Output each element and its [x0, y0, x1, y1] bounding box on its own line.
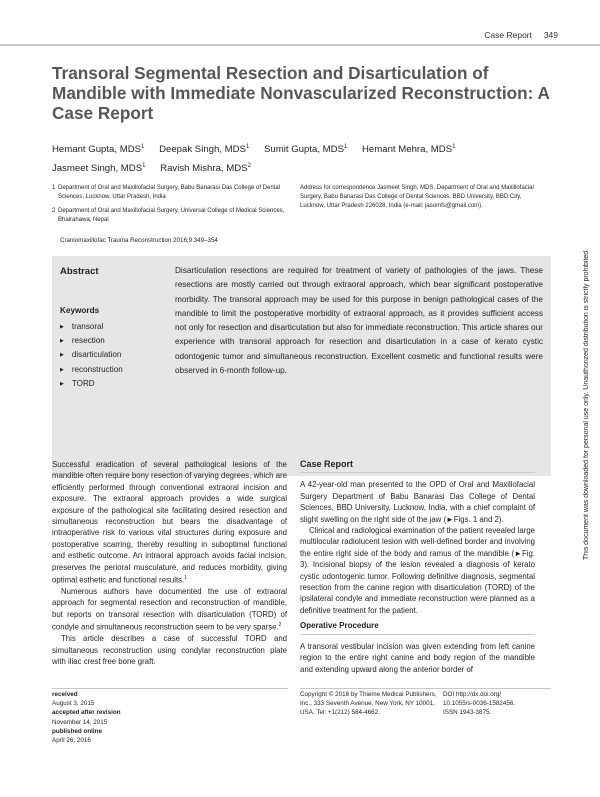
keywords-list [60, 320, 123, 391]
author: Hemant Gupta, MDS$^1$ [52, 144, 145, 156]
author: Deepak Singh, MDS$^1$ [159, 144, 250, 156]
keyword: ▶ reconstruction [60, 363, 123, 377]
section-rule [300, 634, 535, 635]
doi-link[interactable]: DOI http://dx.doi.org/ [443, 691, 502, 698]
abstract-text: Disarticulation resections are required for treatment of variety of pathologies of the jaws. These resections are mostly carried out through extraoral approach, which bear significant postoperative morbidity. The transoral approach may be used for this purpose in benign pathological cases of the mandible to limit the postoperative morbidity of extraoral approach, as it provides sufficient access not only for resection and disarticulation but also for immediate reconstruction. This article shares our experience with transoral approach for resection and disarticulation in a case of kerato cystic odontogenic tumor and simultaneous reconstruction. Excellent cosmetic and functional results were observed in 6-month follow-up. [175, 266, 543, 376]
case-report-column [300, 459, 535, 675]
section-rule [300, 472, 535, 473]
copyright-notice: Copyright © 2016 by Thieme Medical Publishers, Inc., 333 Seventh Avenue, New York, NY 10001, USA. Tel: +1(212) 584-4662. [300, 691, 437, 717]
author-list [52, 139, 512, 177]
article-dates: received August 3, 2015 accepted after revision November 14, 2015 published online April 26, 2016 [52, 691, 121, 745]
author: Ravish Mishra, MDS$^2$ [160, 163, 251, 175]
keyword: ▶ TORD [60, 377, 123, 391]
keyword: ▶ disarticulation [60, 348, 123, 362]
body-paragraph: A transoral vestibular incision was given extending from left canine region to the entire right canine and body region of the mandible and extending upward along the anterior border of [300, 641, 535, 674]
affiliation: 1 Department of Oral and Maxillofacial Surgery, Babu Banarasi Das College of Dental Sciences, Lucknow, Uttar Pradesh, India [52, 185, 280, 200]
body-paragraph: This article describes a case of successful TORD and simultaneous reconstruction using condylar reconstruction plate with iliac crest free bone graft. [52, 634, 287, 667]
abstract-heading: Abstract [60, 266, 99, 277]
author: Hemant Mehra, MDS$^1$ [362, 144, 456, 156]
doi-info: DOI http://dx.doi.org/ 10.1055/s-0036-1582456. ISSN 1943-3875. [443, 690, 553, 718]
body-paragraph: Numerous authors have documented the use of extraoral approach for segmental resection and reconstruction of mandible, but reports on transoral resection with disarticulation (TORD) of condyle and simultaneous reconstruction seem to be very sparse.$^2$ [52, 587, 287, 632]
distribution-notice: This document was downloaded for personal use only. Unauthorized distribution is strictly prohibited. [583, 248, 590, 560]
author: Jasmeet Singh, MDS$^1$ [52, 163, 146, 175]
keywords-heading: Keywords [60, 306, 100, 315]
body-paragraph: Successful eradication of several pathological lesions of the mandible often require bony resection of varying degrees, which are efficiently performed through conventional extraoral incision and exposure. The extraoral approach provides a wide surgical exposure of the pathological site facilitating desired resection and simultaneous reconstruction but bears the disadvantage of intraoperative risk to various vital structures during exposure and postoperative scarring, thereby resulting in suboptimal functional and esthetic outcome. An intraoral approach avoids facial incision, preserves the perioral musculature, and reduces morbidity, giving optimal esthetic and functional results.$^1$ [52, 460, 287, 585]
correspondence [300, 184, 545, 211]
body-paragraph: Clinical and radiological examination of the patient revealed large multilocular radiolucent lesion with well-defined border and involving the entire right side of the body and ramus of the mandible (►Fig. 3). Incisional biopsy of the lesion revealed a diagnosis of kerato cystic odontogenic tumor. Following definitive diagnosis, segmental resection from the canine region with disarticulation (TORD) of the ipsilateral condyle and immediate reconstruction were planned as a definitive treatment for the patient. [300, 526, 535, 615]
footer-rule [300, 688, 551, 689]
correspondence-text: Jasmeet Singh, MDS, Department of Oral and Maxillofacial Surgery, Babu Banarasi Das College of Dental Sciences, BBD University, BBD City, Lucknow, Uttar Pradesh 226028, India (e-mail: jasomfs@gmail.com). [300, 185, 534, 209]
body-paragraph: A 42-year-old man presented to the OPD of Oral and Maxillofacial Surgery Department of Babu Banarasi Das College of Dental Sciences, BBD University, Lucknow, India, with a chief complaint of slight swelling on the right side of the jaw (►Figs. 1 and 2). [300, 480, 535, 524]
footer-rule [52, 688, 288, 689]
author: Sumit Gupta, MDS$^1$ [264, 144, 348, 156]
correspondence-label: Address for correspondence [300, 185, 376, 191]
running-head-section: Case Report [484, 30, 532, 40]
keyword: ▶ transoral [60, 320, 123, 334]
article-title: Transoral Segmental Resection and Disarticulation of Mandible with Immediate Nonvascularized Reconstruction: A Case Report [52, 63, 550, 123]
operative-procedure-heading: Operative Procedure [300, 621, 379, 631]
header-rule [0, 44, 600, 46]
case-report-heading: Case Report [300, 459, 354, 469]
intro-column [52, 459, 287, 668]
affiliation: 2 Department of Oral and Maxillofacial Surgery, Universal College of Medical Sciences, Bhairahawa, Nepal [52, 208, 285, 223]
page-number: 349 [543, 30, 558, 40]
keyword: ▶ resection [60, 334, 123, 348]
journal-reference: Craniomaxillofac Trauma Reconstruction 2016;9:349–354 [60, 237, 218, 244]
